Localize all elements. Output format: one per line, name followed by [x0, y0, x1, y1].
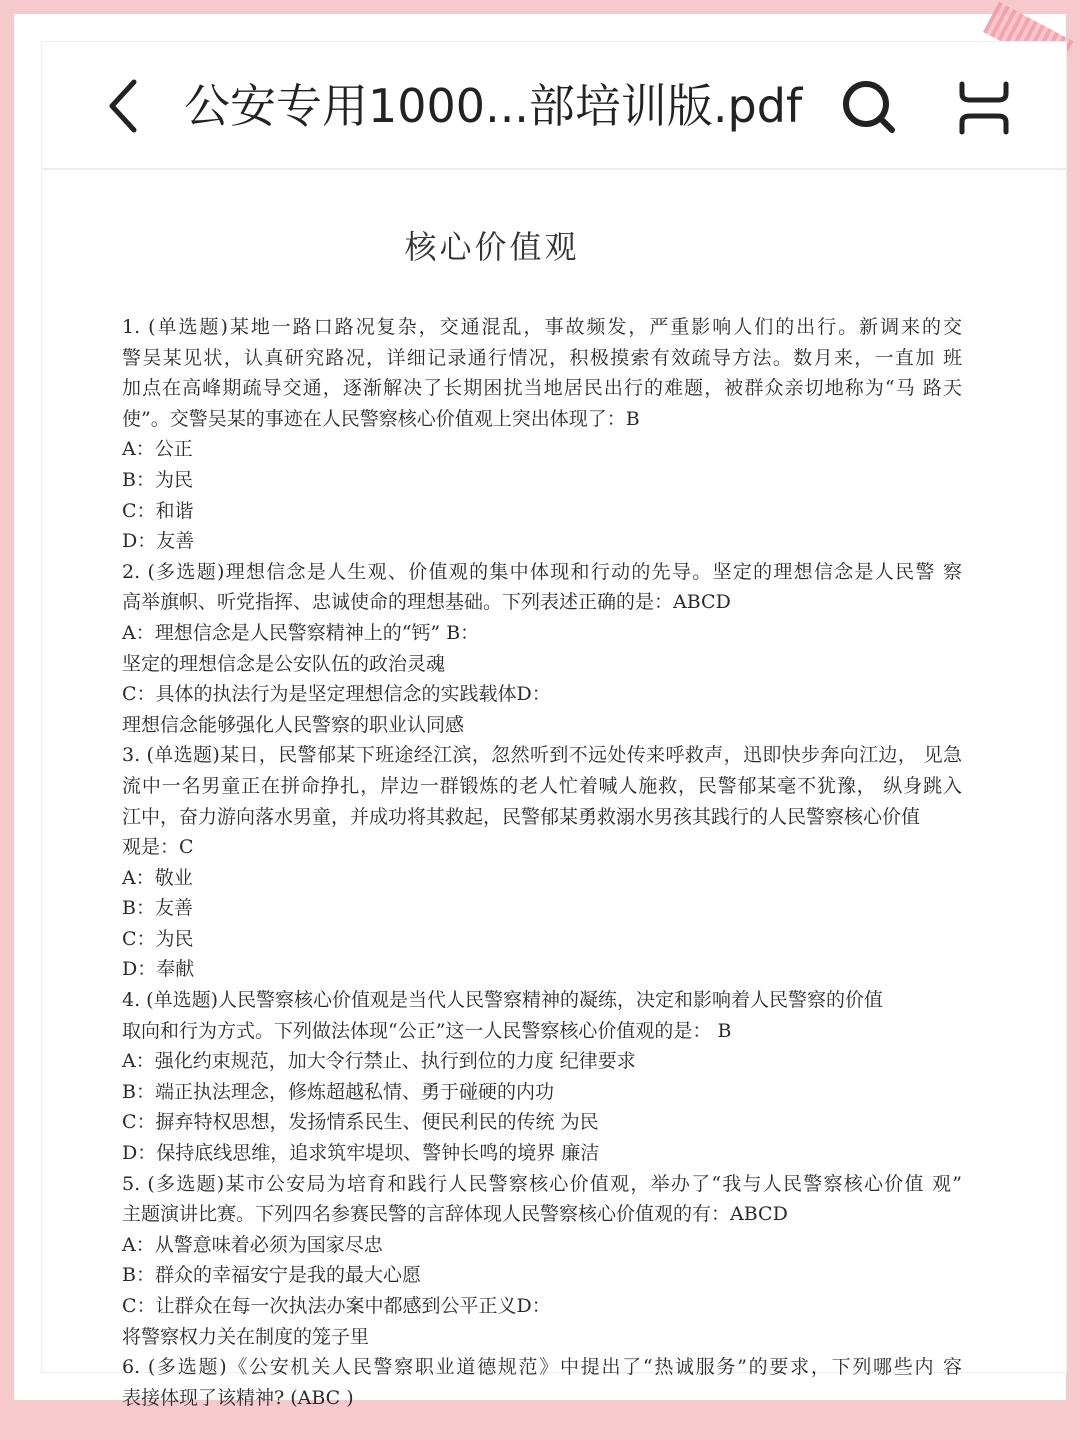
document-line: 取向和行为方式。下列做法体现“公正”这一人民警察核心价值观的是： B	[122, 1019, 732, 1042]
back-arrow-icon	[100, 76, 150, 136]
document-line: 加点在高峰期疏导交通，逐渐解决了长期困扰当地居民出行的难题，被群众亲切地称为“马 路天	[122, 377, 962, 400]
document-line: A：从警意味着必须为国家尽忠	[122, 1233, 383, 1256]
document-line: C：摒弃特权思想，发扬情系民生、便民利民的传统 为民	[122, 1111, 599, 1134]
document-line: 2. (多选题)理想信念是人生观、价值观的集中体现和行动的先导。坚定的理想信念是人民警 察	[122, 560, 962, 583]
document-line: D：保持底线思维，追求筑牢堤坝、警钟长鸣的境界 廉洁	[122, 1142, 600, 1165]
document-line: 警吴某见状，认真研究路况，详细记录通行情况，积极摸索有效疏导方法。数月来，一直加 班	[122, 346, 962, 369]
top-bar	[42, 42, 1066, 170]
document-line: 观是：C	[122, 836, 194, 859]
document-title: 核心价值观	[404, 228, 580, 266]
search-button[interactable]	[840, 78, 898, 136]
document-line: B：为民	[122, 468, 193, 491]
document-line: 3. (单选题)某日，民警郁某下班途经江滨，忽然听到不远处传来呼救声，迅即快步奔向江边， 见急	[122, 744, 962, 767]
document-line: A：强化约束规范，加大令行禁止、执行到位的力度 纪律要求	[122, 1050, 636, 1073]
document-line: 1. (单选题)某地一路口路况复杂，交通混乱，事故频发，严重影响人们的出行。新调来的交	[122, 316, 962, 338]
expand-icon	[956, 80, 1012, 136]
document-line: A：公正	[122, 438, 193, 461]
search-icon	[840, 78, 898, 136]
pdf-page[interactable]	[42, 170, 1066, 1409]
document-line: C：和谐	[122, 499, 194, 522]
document-line: 将警察权力关在制度的笼子里	[122, 1325, 370, 1348]
document-body	[122, 312, 962, 1413]
file-title: 公安专用1000...部培训版.pdf	[184, 79, 803, 133]
document-line: A：敬业	[122, 866, 193, 889]
document-line: A：理想信念是人民警察精神上的“钙” B：	[122, 621, 480, 644]
document-line: 理想信念能够强化人民警察的职业认同感	[122, 713, 465, 736]
document-line: 4. (单选题)人民警察核心价值观是当代人民警察精神的凝练，决定和影响着人民警察的价值	[122, 989, 883, 1012]
document-line: 表接体现了该精神? (ABC )	[122, 1386, 354, 1409]
document-line: 主题演讲比赛。下列四名参赛民警的言辞体现人民警察核心价值观的有：ABCD	[122, 1203, 788, 1226]
document-line: B：群众的幸福安宁是我的最大心愿	[122, 1264, 421, 1287]
outer-card	[14, 14, 1066, 1409]
expand-button[interactable]	[956, 80, 1012, 136]
document-line: D：奉献	[122, 958, 195, 981]
document-line: C：让群众在每一次执法办案中都感到公平正义D：	[122, 1295, 551, 1317]
document-line: 5. (多选题)某市公安局为培育和践行人民警察核心价值观，举办了“我与人民警察核心价值 观”	[122, 1172, 962, 1195]
document-line: 江中，奋力游向落水男童，并成功将其救起，民警郁某勇救溺水男孩其践行的人民警察核心价值	[122, 805, 921, 828]
document-line: 坚定的理想信念是公安队伍的政治灵魂	[122, 652, 446, 675]
document-line: 高举旗帜、听党指挥、忠诚使命的理想基础。下列表述正确的是：ABCD	[122, 591, 731, 614]
document-line: D：友善	[122, 530, 195, 553]
document-line: C：具体的执法行为是坚定理想信念的实践载体D：	[122, 683, 551, 706]
back-button[interactable]	[100, 76, 150, 136]
document-line: 6. (多选题)《公安机关人民警察职业道德规范》中提出了“热诚服务”的要求，下列哪些内 容	[122, 1356, 962, 1379]
screenshot-frame	[42, 42, 1066, 1409]
document-line: 流中一名男童正在拼命挣扎，岸边一群锻炼的老人忙着喊人施救，民警郁某毫不犹豫， 纵身跳入	[122, 774, 962, 797]
document-line: B：友善	[122, 897, 193, 920]
document-line: 使”。交警吴某的事迹在人民警察核心价值观上突出体现了：B	[122, 407, 640, 430]
document-line: C：为民	[122, 927, 194, 950]
document-line: B：端正执法理念，修炼超越私情、勇于碰硬的内功	[122, 1080, 554, 1103]
